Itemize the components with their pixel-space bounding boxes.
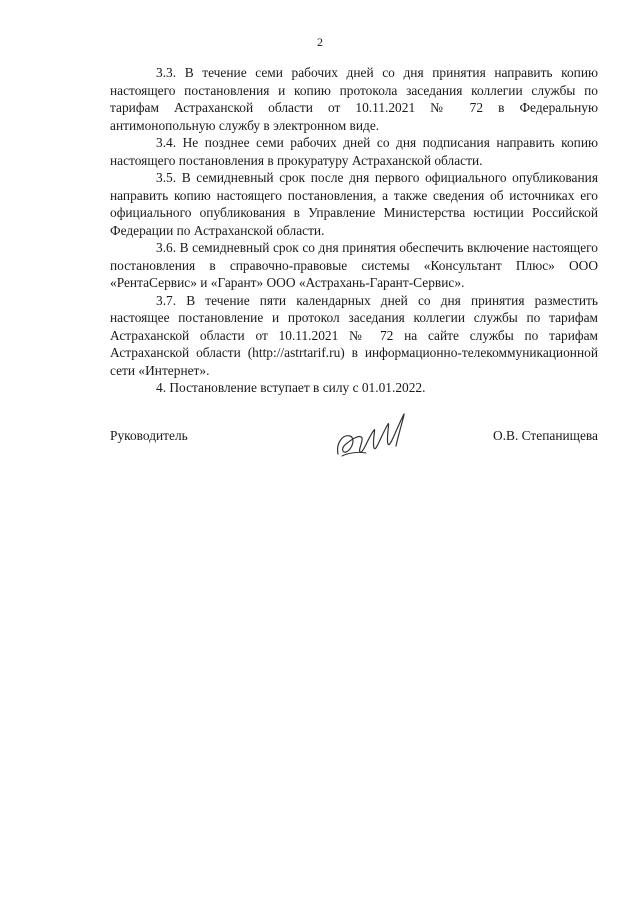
handwritten-signature [332, 408, 422, 468]
signature-block [110, 428, 598, 488]
document-body [110, 64, 598, 397]
paragraph-3-7: 3.7. В течение пяти календарных дней со дня принятия разместить настоящее постановление и протокол заседания коллегии службы по тарифам Астраханской области от 10.11.2021 № 72 на сайте службы по тарифам Астраханской области (http://astrtarif.ru) в информационно-телекоммуникационной сети «Интернет». [110, 292, 598, 378]
paragraph-4: 4. Постановление вступает в силу с 01.01.2022. [156, 380, 426, 395]
paragraph-3-6: 3.6. В семидневный срок со дня принятия обеспечить включение настоящего постановления в справочно-правовые системы «Консультант Плюс» ООО «РентаСервис» и «Гарант» ООО «Астрахань-Гарант-Сервис». [110, 240, 598, 290]
signatory-title: Руководитель [110, 428, 188, 443]
signatory-name: О.В. Степанищева [493, 428, 598, 443]
page-number: 2 [317, 35, 323, 49]
paragraph-3-3: 3.3. В течение семи рабочих дней со дня принятия направить копию настоящего постановления и копию протокола заседания коллегии службы по тарифам Астраханской области от 10.11.2021 № 72 в Федеральную антимонопольную службу в электронном виде. [110, 65, 598, 133]
paragraph-3-5: 3.5. В семидневный срок после дня первого официального опубликования направить копию настоящего постановления, а также сведения об источниках его официального опубликования в Управление Министерства юстиции Российской Федерации по Астраханской области. [110, 170, 598, 238]
paragraph-3-4: 3.4. Не позднее семи рабочих дней со дня подписания направить копию настоящего постановления в прокуратуру Астраханской области. [110, 135, 598, 168]
